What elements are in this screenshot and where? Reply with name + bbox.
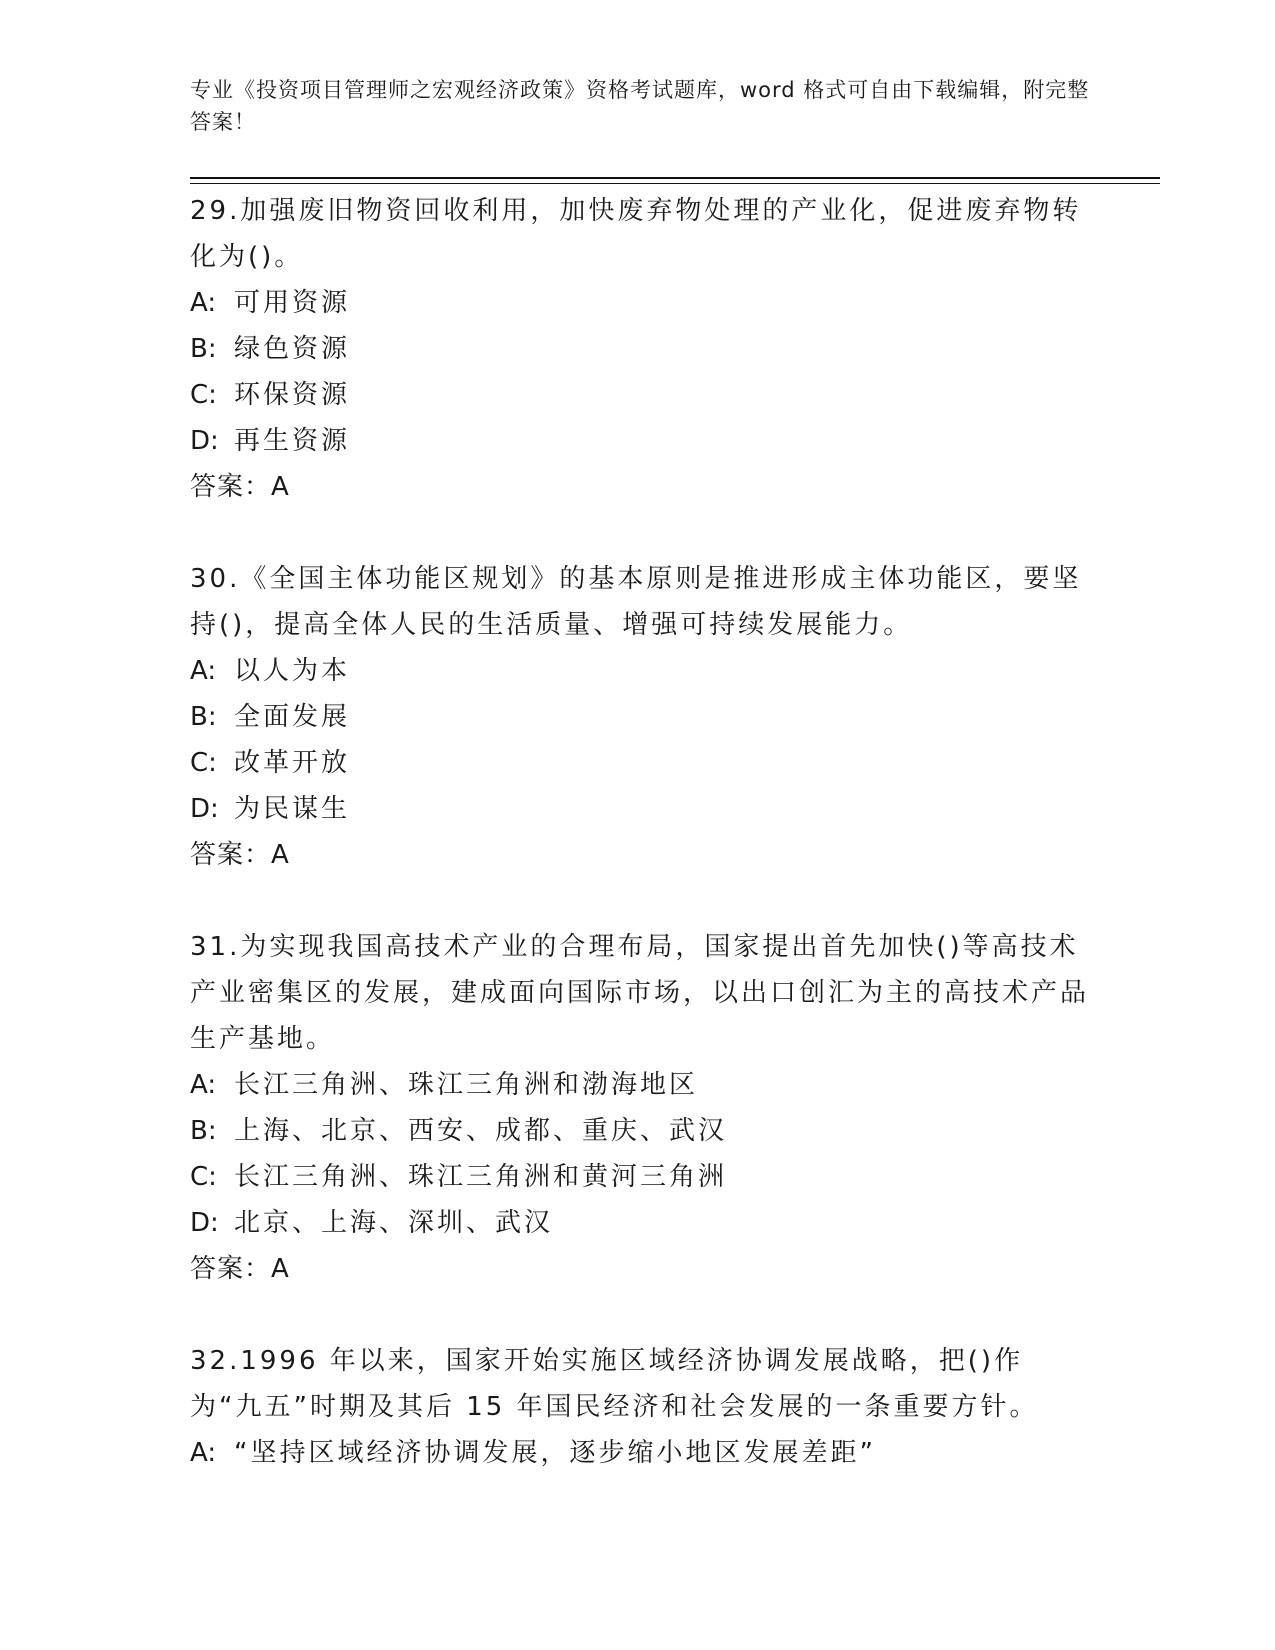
- option-a: [190, 280, 1090, 326]
- option-d: [190, 1200, 1090, 1246]
- option-text: “坚持区域经济协调发展，逐步缩小地区发展差距”: [234, 1438, 876, 1468]
- option-b: [190, 326, 1090, 372]
- question-30: [190, 556, 1090, 878]
- option-text: 环保资源: [234, 380, 351, 410]
- document-header: 专业《投资项目管理师之宏观经济政策》资格考试题库，word 格式可自由下载编辑，附完整答案！: [190, 78, 1090, 134]
- option-c: [190, 372, 1090, 418]
- answer-line: 答案：A: [190, 472, 290, 502]
- option-c: [190, 1154, 1090, 1200]
- question-29: [190, 188, 1090, 510]
- option-b: [190, 1108, 1090, 1154]
- option-key: A:: [190, 1438, 217, 1468]
- question-32: [190, 1338, 1090, 1476]
- option-d: [190, 786, 1090, 832]
- option-text: 长江三角洲、珠江三角洲和渤海地区: [234, 1070, 699, 1100]
- option-a: [190, 1062, 1090, 1108]
- option-key: A:: [190, 288, 217, 318]
- option-c: [190, 740, 1090, 786]
- option-text: 上海、北京、西安、成都、重庆、武汉: [234, 1116, 728, 1146]
- question-31: [190, 924, 1090, 1292]
- question-text: 31.为实现我国高技术产业的合理布局，国家提出首先加快()等高技术产业密集区的发展，建成面向国际市场，以出口创汇为主的高技术产品生产基地。: [190, 932, 1090, 1054]
- option-key: C:: [190, 748, 217, 778]
- option-key: C:: [190, 380, 217, 410]
- option-text: 可用资源: [234, 288, 351, 318]
- option-key: D:: [190, 1208, 219, 1238]
- option-key: A:: [190, 1070, 217, 1100]
- option-d: [190, 418, 1090, 464]
- option-text: 以人为本: [234, 656, 351, 686]
- option-text: 为民谋生: [234, 794, 351, 824]
- option-text: 长江三角洲、珠江三角洲和黄河三角洲: [234, 1162, 728, 1192]
- option-text: 再生资源: [234, 426, 351, 456]
- option-a: [190, 648, 1090, 694]
- answer-line: 答案：A: [190, 840, 290, 870]
- option-key: D:: [190, 794, 219, 824]
- option-text: 绿色资源: [234, 334, 351, 364]
- option-text: 北京、上海、深圳、武汉: [234, 1208, 554, 1238]
- option-key: B:: [190, 334, 217, 364]
- header-divider-thick: [190, 177, 1160, 179]
- option-key: B:: [190, 702, 217, 732]
- option-key: B:: [190, 1116, 217, 1146]
- option-b: [190, 694, 1090, 740]
- question-text: 32.1996 年以来，国家开始实施区域经济协调发展战略，把()作为“九五”时期及其后 15 年国民经济和社会发展的一条重要方针。: [190, 1346, 1039, 1422]
- question-text: 29.加强废旧物资回收利用，加快废弃物处理的产业化，促进废弃物转化为()。: [190, 196, 1082, 272]
- option-text: 全面发展: [234, 702, 351, 732]
- option-key: C:: [190, 1162, 217, 1192]
- option-key: A:: [190, 656, 217, 686]
- option-key: D:: [190, 426, 219, 456]
- answer-line: 答案：A: [190, 1254, 290, 1284]
- header-divider-thin: [190, 183, 1160, 184]
- question-text: 30.《全国主体功能区规划》的基本原则是推进形成主体功能区，要坚持()，提高全体人民的生活质量、增强可持续发展能力。: [190, 564, 1082, 640]
- question-list: [190, 188, 1090, 1522]
- option-a: [190, 1430, 1090, 1476]
- option-text: 改革开放: [234, 748, 351, 778]
